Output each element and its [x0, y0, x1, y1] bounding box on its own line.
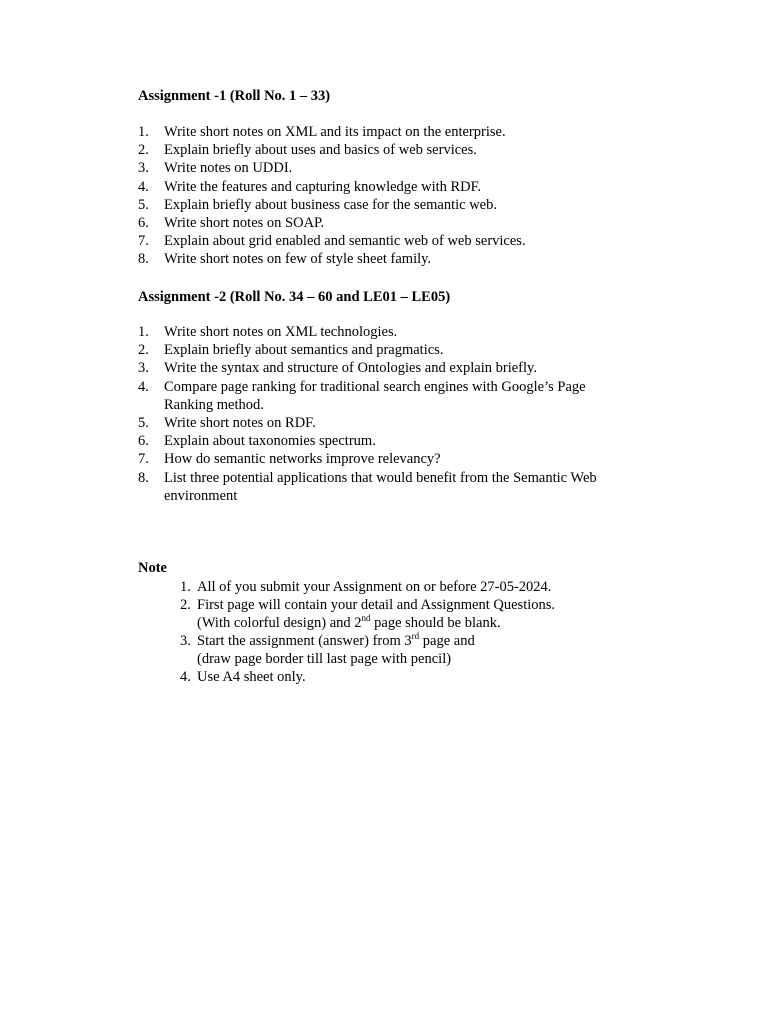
- list-item: [138, 341, 638, 359]
- list-item: [138, 196, 658, 214]
- note-text: [197, 632, 660, 668]
- question-text: Explain briefly about uses and basics of web services.: [164, 142, 477, 159]
- question-text: Explain briefly about semantics and pragmatics.: [164, 342, 444, 359]
- assignment-2-question-list: [138, 323, 638, 505]
- item-number: 4.: [138, 378, 149, 395]
- item-number: 4.: [138, 178, 149, 195]
- note-line-part: page should be blank.: [370, 615, 501, 631]
- note-text: All of you submit your Assignment on or before 27-05-2024.: [197, 579, 552, 595]
- question-text: Write short notes on few of style sheet family.: [164, 251, 432, 268]
- question-text: Write short notes on RDF.: [164, 415, 316, 432]
- assignment-1-question-list: [138, 123, 658, 269]
- list-item: [138, 123, 658, 141]
- question-text: Compare page ranking for traditional search engines with Google’s Page Ranking method.: [164, 378, 586, 413]
- list-item: [138, 178, 658, 196]
- list-item: [138, 378, 638, 414]
- note-list: [180, 578, 660, 686]
- question-text: How do semantic networks improve relevancy?: [164, 451, 441, 468]
- assignment-2-heading: Assignment -2 (Roll No. 34 – 60 and LE01 – LE05): [138, 289, 451, 305]
- item-number: 2.: [138, 142, 149, 159]
- question-text: Write the features and capturing knowledge with RDF.: [164, 178, 482, 195]
- question-text: Write short notes on XML and its impact on the enterprise.: [164, 124, 506, 140]
- list-item: [138, 359, 638, 377]
- ordinal-suffix: rd: [411, 631, 420, 641]
- question-text: Explain briefly about business case for the semantic web.: [164, 196, 497, 213]
- question-text: Write short notes on XML technologies.: [164, 324, 398, 340]
- list-item: [138, 450, 638, 468]
- item-number: 8.: [138, 469, 149, 486]
- item-number: 6.: [138, 215, 149, 232]
- question-text: Write notes on UDDI.: [164, 160, 293, 177]
- note-line-part: (With colorful design) and 2: [197, 615, 362, 631]
- question-text: Write the syntax and structure of Ontologies and explain briefly.: [164, 360, 537, 377]
- list-item: [180, 596, 660, 632]
- item-number: 4.: [180, 669, 191, 685]
- item-number: 1.: [180, 579, 191, 595]
- list-item: [180, 668, 660, 686]
- note-text: [197, 596, 660, 632]
- question-text: List three potential applications that would benefit from the Semantic Web environment: [164, 469, 597, 504]
- question-text: Explain about taxonomies spectrum.: [164, 433, 376, 450]
- item-number: 3.: [180, 633, 191, 649]
- item-number: 2.: [138, 342, 149, 359]
- list-item: [180, 632, 660, 668]
- note-line: (draw page border till last page with pencil): [197, 651, 452, 667]
- item-number: 5.: [138, 196, 149, 213]
- list-item: [138, 232, 658, 250]
- question-text: Explain about grid enabled and semantic web of web services.: [164, 233, 526, 250]
- list-item: [138, 323, 638, 341]
- list-item: [138, 469, 638, 505]
- assignment-1-heading: Assignment -1 (Roll No. 1 – 33): [138, 88, 331, 104]
- list-item: [138, 414, 638, 432]
- item-number: 3.: [138, 360, 149, 377]
- item-number: 7.: [138, 451, 149, 468]
- note-line-part: Start the assignment (answer) from 3: [197, 633, 412, 649]
- item-number: 1.: [138, 124, 149, 140]
- note-heading: Note: [138, 560, 167, 576]
- item-number: 5.: [138, 415, 149, 432]
- item-number: 6.: [138, 433, 149, 450]
- list-item: [180, 578, 660, 596]
- item-number: 3.: [138, 160, 149, 177]
- list-item: [138, 250, 658, 268]
- note-text: Use A4 sheet only.: [197, 669, 306, 685]
- item-number: 7.: [138, 233, 149, 250]
- question-text: Write short notes on SOAP.: [164, 215, 325, 232]
- list-item: [138, 159, 658, 177]
- note-line: First page will contain your detail and Assignment Questions.: [197, 597, 556, 613]
- item-number: 8.: [138, 251, 149, 268]
- list-item: [138, 141, 658, 159]
- list-item: [138, 432, 638, 450]
- ordinal-suffix: nd: [361, 613, 371, 623]
- item-number: 2.: [180, 597, 191, 613]
- item-number: 1.: [138, 324, 149, 340]
- list-item: [138, 214, 658, 232]
- note-line-part: page and: [419, 633, 475, 649]
